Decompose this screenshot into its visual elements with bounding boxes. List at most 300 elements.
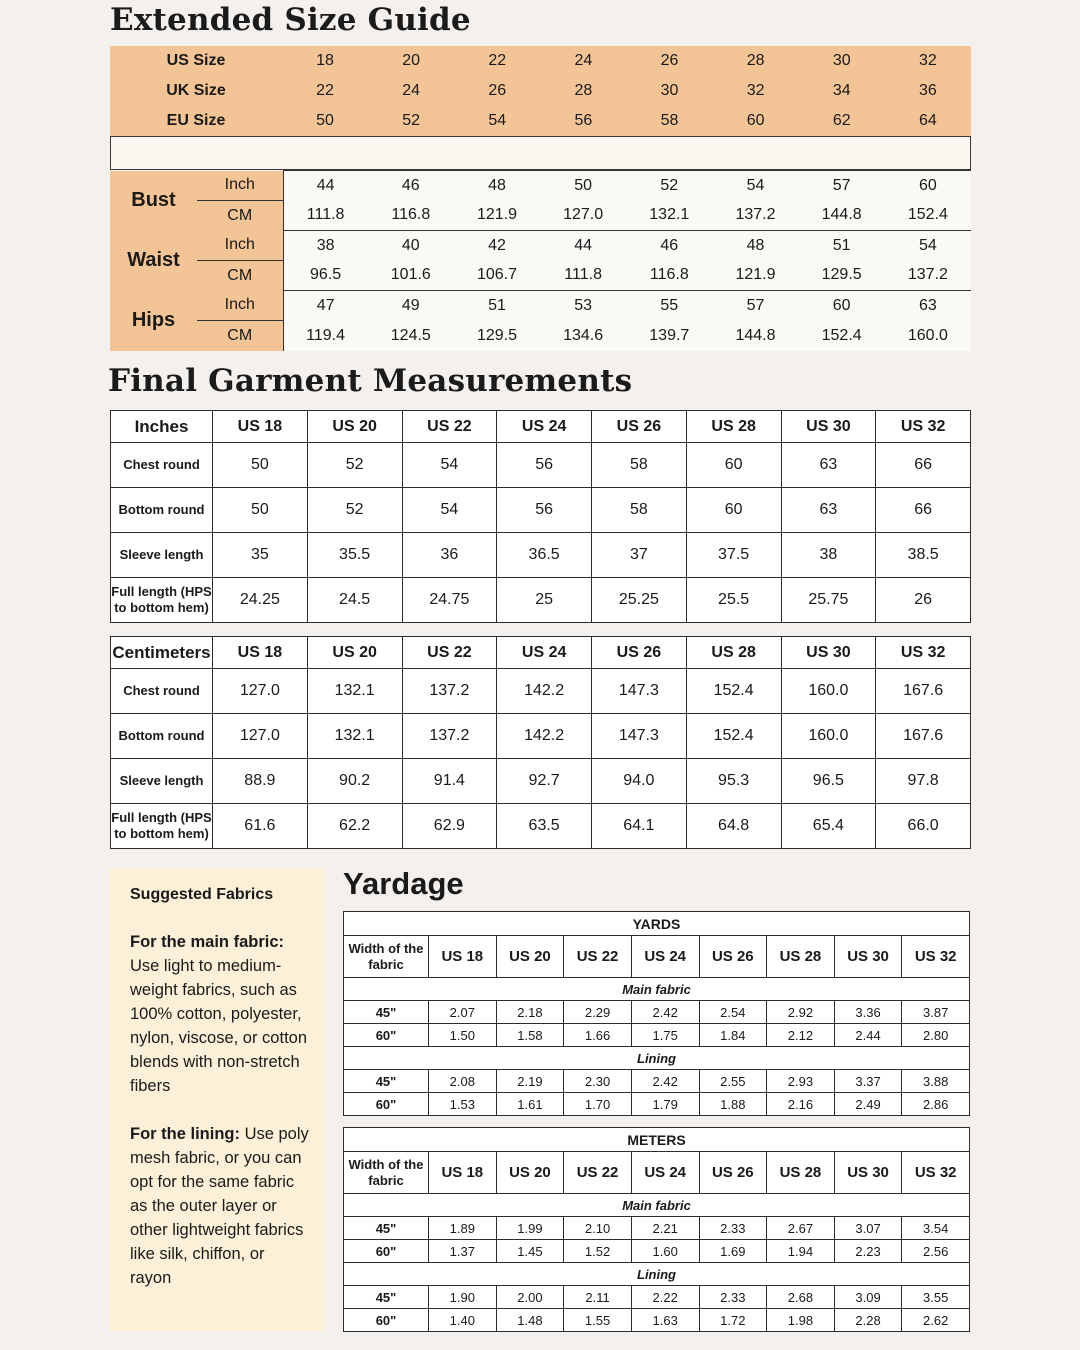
measurement-cell: 52	[307, 488, 402, 533]
lining-subheader: Lining	[344, 1047, 970, 1070]
size-cell: 28	[746, 52, 765, 69]
lining-label: For the lining:	[130, 1125, 240, 1143]
measurement-cell: 64.1	[592, 804, 687, 849]
measurement-cell: 63.5	[497, 804, 592, 849]
measurement-cell: 137.2	[885, 261, 971, 291]
size-cell: 28	[574, 82, 593, 99]
yardage-cell: 2.42	[631, 1001, 699, 1024]
unit-row	[344, 912, 970, 936]
measurement-cell: 25	[497, 578, 592, 623]
measurement-cell: 56	[497, 443, 592, 488]
measurement-cell: 66.0	[876, 804, 971, 849]
yardage-cell: 3.09	[834, 1286, 902, 1309]
yardage-cell: 2.08	[429, 1070, 497, 1093]
yardage-cell: 1.94	[767, 1240, 835, 1263]
measurement-cell: 101.6	[368, 261, 454, 291]
width-cell: 45"	[344, 1070, 429, 1093]
table-row	[111, 488, 971, 533]
measurement-label: Bust	[110, 171, 197, 231]
size-header: US 24	[497, 411, 592, 443]
table-row	[344, 1024, 970, 1047]
yardage-cell: 2.22	[631, 1286, 699, 1309]
measurement-cell: 50	[540, 171, 626, 201]
size-cell: 30	[660, 82, 679, 99]
garment-title: Final Garment Measurements	[108, 363, 633, 399]
yardage-cell: 1.69	[699, 1240, 767, 1263]
unit-label: Inch	[197, 231, 283, 261]
eu-size-row	[110, 106, 971, 136]
measurement-cell: 37.5	[686, 533, 781, 578]
measurement-cell: 46	[368, 171, 454, 201]
yardage-cell: 1.79	[631, 1093, 699, 1116]
unit-header: YARDS	[344, 912, 970, 936]
yardage-cell: 1.84	[699, 1024, 767, 1047]
measurement-cell: 160.0	[781, 714, 876, 759]
yardage-cell: 2.42	[631, 1070, 699, 1093]
measurement-cell: 38	[781, 533, 876, 578]
yardage-cell: 2.67	[767, 1217, 835, 1240]
measurement-cell: 106.7	[454, 261, 540, 291]
size-cell: 50	[316, 112, 334, 129]
measurement-cell: 47	[283, 291, 368, 321]
table-row	[344, 1070, 970, 1093]
row-label: Full length (HPS to bottom hem)	[111, 578, 213, 623]
size-header: US 32	[876, 411, 971, 443]
measurement-cell: 60	[686, 488, 781, 533]
measurement-cell: 60	[799, 291, 885, 321]
unit-header: Centimeters	[111, 637, 213, 669]
measurement-cell: 51	[799, 231, 885, 261]
row-label: Bottom round	[111, 714, 213, 759]
size-cell: 30	[832, 52, 851, 69]
size-header: US 24	[497, 637, 592, 669]
measurement-cell: 152.4	[799, 321, 885, 351]
yardage-cell: 2.00	[496, 1286, 564, 1309]
header-row	[111, 637, 971, 669]
measurement-cell: 160.0	[781, 669, 876, 714]
measurement-cell: 91.4	[402, 759, 497, 804]
size-header: US 28	[767, 1152, 835, 1194]
measurement-cell: 137.2	[402, 714, 497, 759]
table-row	[344, 1001, 970, 1024]
yardage-cell: 2.30	[564, 1070, 632, 1093]
row-label: Chest round	[111, 443, 213, 488]
suggested-fabrics-panel	[109, 868, 325, 1331]
size-cell: 58	[660, 112, 679, 129]
size-header: US 28	[686, 411, 781, 443]
yardage-cell: 2.68	[767, 1286, 835, 1309]
measurement-cell: 64.8	[686, 804, 781, 849]
measurement-cell: 44	[540, 231, 626, 261]
size-header: US 30	[834, 936, 902, 978]
yardage-cell: 1.53	[429, 1093, 497, 1116]
table-row	[111, 759, 971, 804]
size-cell: 24	[402, 82, 421, 99]
size-cell: 18	[316, 52, 334, 69]
yardage-cell: 2.23	[834, 1240, 902, 1263]
measurement-cell: 48	[712, 231, 798, 261]
row-label: Sleeve length	[111, 533, 213, 578]
size-header: US 18	[213, 637, 308, 669]
size-header: US 20	[307, 411, 402, 443]
measurement-cell: 65.4	[781, 804, 876, 849]
measurement-cell: 121.9	[712, 261, 798, 291]
size-header: US 18	[429, 936, 497, 978]
measurement-cell: 134.6	[540, 321, 626, 351]
measurement-cell: 24.75	[402, 578, 497, 623]
unit-label: Inch	[197, 291, 283, 321]
size-header: US 26	[592, 411, 687, 443]
measurement-cell: 97.8	[876, 759, 971, 804]
hips-cm-row	[110, 321, 971, 351]
yardage-cell: 3.88	[902, 1070, 970, 1093]
size-header: US 22	[402, 411, 497, 443]
table-row	[111, 533, 971, 578]
yardage-cell: 2.16	[767, 1093, 835, 1116]
measurement-cell: 139.7	[626, 321, 712, 351]
size-header: US 32	[902, 1152, 970, 1194]
yardage-cell: 2.33	[699, 1286, 767, 1309]
yardage-cell: 2.18	[496, 1001, 564, 1024]
measurement-cell: 167.6	[876, 669, 971, 714]
row-label: Full length (HPS to bottom hem)	[111, 804, 213, 849]
measurement-cell: 142.2	[497, 714, 592, 759]
garment-cm-table	[110, 636, 971, 849]
main-subheader: Main fabric	[344, 978, 970, 1001]
width-cell: 45"	[344, 1286, 429, 1309]
measurement-cell: 55	[626, 291, 712, 321]
size-header: US 22	[402, 637, 497, 669]
measurement-cell: 58	[592, 488, 687, 533]
measurement-cell: 152.4	[885, 201, 971, 231]
eu-size-label: EU Size	[166, 112, 226, 129]
yardage-cell: 2.49	[834, 1093, 902, 1116]
yardage-cell: 2.80	[902, 1024, 970, 1047]
yardage-cell: 2.56	[902, 1240, 970, 1263]
measurement-cell: 147.3	[592, 714, 687, 759]
measurement-cell: 52	[307, 443, 402, 488]
yardage-cell: 1.40	[429, 1309, 497, 1332]
measurement-cell: 121.9	[454, 201, 540, 231]
measurement-cell: 57	[712, 291, 798, 321]
yardage-cell: 2.12	[767, 1024, 835, 1047]
unit-row	[344, 1128, 970, 1152]
garment-inches-table	[110, 410, 971, 623]
measurement-cell: 90.2	[307, 759, 402, 804]
header-row	[344, 936, 970, 978]
main-fabric-text: Use light to medium-weight fabrics, such as 100% cotton, polyester, nylon, viscose, or cotton blends with non-stretch fibers	[130, 957, 308, 1095]
measurement-cell: 63	[781, 488, 876, 533]
size-header: US 22	[564, 936, 632, 978]
measurement-cell: 58	[592, 443, 687, 488]
table-row	[344, 1217, 970, 1240]
size-header: US 26	[592, 637, 687, 669]
yardage-cell: 2.33	[699, 1217, 767, 1240]
yardage-cell: 2.19	[496, 1070, 564, 1093]
measurement-cell: 24.25	[213, 578, 308, 623]
size-guide-divider	[110, 136, 971, 170]
measurement-cell: 56	[497, 488, 592, 533]
yardage-cell: 2.21	[631, 1217, 699, 1240]
size-cell: 36	[919, 82, 937, 99]
unit-header: Inches	[111, 411, 213, 443]
width-header: Width of the fabric	[344, 936, 429, 978]
yardage-cell: 2.29	[564, 1001, 632, 1024]
measurement-cell: 127.0	[213, 669, 308, 714]
measurement-cell: 62.9	[402, 804, 497, 849]
size-header: US 30	[834, 1152, 902, 1194]
main-fabric-label: For the main fabric:	[130, 933, 285, 951]
measurement-cell: 95.3	[686, 759, 781, 804]
yardage-cell: 1.37	[429, 1240, 497, 1263]
measurement-cell: 119.4	[283, 321, 368, 351]
measurement-cell: 111.8	[540, 261, 626, 291]
yardage-yards-table	[343, 911, 970, 1116]
measurement-cell: 54	[885, 231, 971, 261]
lining-note	[130, 1122, 310, 1290]
size-cell: 54	[488, 112, 507, 129]
size-cell: 62	[832, 112, 851, 129]
yardage-cell: 3.55	[902, 1286, 970, 1309]
yardage-cell: 3.07	[834, 1217, 902, 1240]
size-header: US 26	[699, 1152, 767, 1194]
measurement-cell: 66	[876, 488, 971, 533]
table-row	[344, 1286, 970, 1309]
size-header: US 24	[631, 1152, 699, 1194]
measurement-cell: 50	[213, 488, 308, 533]
measurement-cell: 52	[626, 171, 712, 201]
measurement-cell: 44	[283, 171, 368, 201]
measurement-cell: 96.5	[283, 261, 368, 291]
yardage-cell: 2.54	[699, 1001, 767, 1024]
width-cell: 45"	[344, 1217, 429, 1240]
yardage-cell: 2.55	[699, 1070, 767, 1093]
measurement-cell: 92.7	[497, 759, 592, 804]
yardage-meters-table	[343, 1127, 970, 1332]
main-fabric-note	[130, 930, 310, 1098]
measurement-cell: 26	[876, 578, 971, 623]
measurement-cell: 36.5	[497, 533, 592, 578]
yardage-cell: 1.72	[699, 1309, 767, 1332]
measurement-cell: 132.1	[307, 714, 402, 759]
measurement-cell: 63	[885, 291, 971, 321]
size-header: US 20	[307, 637, 402, 669]
bust-cm-row	[110, 201, 971, 231]
yardage-cell: 1.52	[564, 1240, 632, 1263]
size-header: US 20	[496, 936, 564, 978]
measurement-cell: 38.5	[876, 533, 971, 578]
measurement-cell: 137.2	[402, 669, 497, 714]
measurement-cell: 111.8	[283, 201, 368, 231]
yardage-title: Yardage	[343, 866, 464, 901]
yardage-cell: 1.66	[564, 1024, 632, 1047]
lining-subheader-row	[344, 1047, 970, 1070]
size-cell: 20	[402, 52, 421, 69]
measurement-cell: 132.1	[307, 669, 402, 714]
table-row	[344, 1240, 970, 1263]
yardage-cell: 1.60	[631, 1240, 699, 1263]
measurement-cell: 137.2	[712, 201, 798, 231]
measurement-cell: 53	[540, 291, 626, 321]
measurement-cell: 38	[283, 231, 368, 261]
measurement-label: Hips	[110, 291, 197, 351]
size-cell: 60	[746, 112, 765, 129]
measurement-cell: 35.5	[307, 533, 402, 578]
size-header: US 18	[213, 411, 308, 443]
yardage-cell: 2.44	[834, 1024, 902, 1047]
lining-text: Use poly mesh fabric, or you can opt for the same fabric as the outer layer or other lightweight fabrics like silk, chiffon, or rayon	[130, 1125, 309, 1287]
measurement-cell: 60	[885, 171, 971, 201]
size-cell: 26	[660, 52, 679, 69]
measurement-cell: 60	[686, 443, 781, 488]
unit-label: CM	[197, 201, 283, 231]
measurement-cell: 37	[592, 533, 687, 578]
yardage-cell: 1.99	[496, 1217, 564, 1240]
waist-cm-row	[110, 261, 971, 291]
measurement-cell: 48	[454, 171, 540, 201]
measurement-cell: 127.0	[540, 201, 626, 231]
measurement-cell: 50	[213, 443, 308, 488]
row-label: Bottom round	[111, 488, 213, 533]
measurement-cell: 61.6	[213, 804, 308, 849]
lining-subheader-row	[344, 1263, 970, 1286]
size-guide-title: Extended Size Guide	[110, 2, 471, 38]
uk-size-row	[110, 76, 971, 106]
us-size-row	[110, 46, 971, 76]
measurement-cell: 132.1	[626, 201, 712, 231]
measurement-cell: 25.5	[686, 578, 781, 623]
measurement-cell: 127.0	[213, 714, 308, 759]
yardage-cell: 3.87	[902, 1001, 970, 1024]
row-label: Sleeve length	[111, 759, 213, 804]
measurement-cell: 63	[781, 443, 876, 488]
measurement-cell: 129.5	[454, 321, 540, 351]
size-header: US 30	[781, 411, 876, 443]
measurement-cell: 66	[876, 443, 971, 488]
width-cell: 60"	[344, 1024, 429, 1047]
measurement-cell: 54	[402, 443, 497, 488]
yardage-cell: 3.54	[902, 1217, 970, 1240]
table-row	[111, 714, 971, 759]
measurement-cell: 160.0	[885, 321, 971, 351]
size-cell: 64	[919, 112, 937, 129]
measurement-cell: 144.8	[712, 321, 798, 351]
measurement-cell: 152.4	[686, 714, 781, 759]
yardage-cell: 2.62	[902, 1309, 970, 1332]
width-cell: 45"	[344, 1001, 429, 1024]
yardage-cell: 1.63	[631, 1309, 699, 1332]
width-cell: 60"	[344, 1093, 429, 1116]
row-label: Chest round	[111, 669, 213, 714]
measurement-cell: 124.5	[368, 321, 454, 351]
uk-size-label: UK Size	[166, 82, 226, 99]
measurement-cell: 62.2	[307, 804, 402, 849]
yardage-cell: 2.11	[564, 1286, 632, 1309]
size-cell: 24	[574, 52, 593, 69]
yardage-cell: 1.98	[767, 1309, 835, 1332]
yardage-cell: 1.88	[699, 1093, 767, 1116]
yardage-cell: 1.75	[631, 1024, 699, 1047]
unit-label: CM	[197, 261, 283, 291]
measurement-cell: 96.5	[781, 759, 876, 804]
measurement-cell: 116.8	[368, 201, 454, 231]
size-header: US 22	[564, 1152, 632, 1194]
size-conversion-header	[110, 46, 971, 136]
yardage-cell: 2.86	[902, 1093, 970, 1116]
size-header: US 26	[699, 936, 767, 978]
measurement-cell: 35	[213, 533, 308, 578]
yardage-cell: 1.70	[564, 1093, 632, 1116]
measurement-cell: 88.9	[213, 759, 308, 804]
measurement-cell: 25.75	[781, 578, 876, 623]
header-row	[111, 411, 971, 443]
measurement-cell: 152.4	[686, 669, 781, 714]
size-header: US 28	[686, 637, 781, 669]
measurement-cell: 25.25	[592, 578, 687, 623]
yardage-cell: 1.89	[429, 1217, 497, 1240]
unit-label: Inch	[197, 171, 283, 201]
size-header: US 28	[767, 936, 835, 978]
main-subheader-row	[344, 1194, 970, 1217]
hips-inch-row	[110, 291, 971, 321]
yardage-cell: 1.48	[496, 1309, 564, 1332]
table-row	[111, 669, 971, 714]
yardage-cell: 2.93	[767, 1070, 835, 1093]
size-header: US 30	[781, 637, 876, 669]
measurement-cell: 167.6	[876, 714, 971, 759]
measurement-cell: 142.2	[497, 669, 592, 714]
size-header: US 18	[429, 1152, 497, 1194]
size-cell: 22	[316, 82, 334, 99]
size-cell: 56	[574, 112, 593, 129]
main-subheader-row	[344, 978, 970, 1001]
size-cell: 34	[832, 82, 851, 99]
measurement-cell: 94.0	[592, 759, 687, 804]
header-row	[344, 1152, 970, 1194]
measurement-cell: 24.5	[307, 578, 402, 623]
measurement-cell: 54	[712, 171, 798, 201]
yardage-cell: 3.37	[834, 1070, 902, 1093]
width-header: Width of the fabric	[344, 1152, 429, 1194]
yardage-cell: 2.07	[429, 1001, 497, 1024]
table-row	[111, 578, 971, 623]
size-cell: 32	[746, 82, 765, 99]
yardage-cell: 1.61	[496, 1093, 564, 1116]
measurement-cell: 40	[368, 231, 454, 261]
size-header: US 20	[496, 1152, 564, 1194]
size-header: US 32	[902, 936, 970, 978]
yardage-cell: 2.28	[834, 1309, 902, 1332]
bust-inch-row	[110, 171, 971, 201]
yardage-cell: 2.10	[564, 1217, 632, 1240]
measurement-cell: 42	[454, 231, 540, 261]
us-size-label: US Size	[166, 52, 226, 69]
measurement-cell: 144.8	[799, 201, 885, 231]
lining-subheader: Lining	[344, 1263, 970, 1286]
size-cell: 32	[919, 52, 937, 69]
size-header: US 24	[631, 936, 699, 978]
measurement-cell: 46	[626, 231, 712, 261]
yardage-cell: 2.92	[767, 1001, 835, 1024]
yardage-cell: 3.36	[834, 1001, 902, 1024]
yardage-cell: 1.90	[429, 1286, 497, 1309]
measurement-cell: 129.5	[799, 261, 885, 291]
fabrics-title: Suggested Fabrics	[130, 886, 274, 903]
size-header: US 32	[876, 637, 971, 669]
measurement-cell: 51	[454, 291, 540, 321]
measurement-label: Waist	[110, 231, 197, 291]
yardage-cell: 1.55	[564, 1309, 632, 1332]
